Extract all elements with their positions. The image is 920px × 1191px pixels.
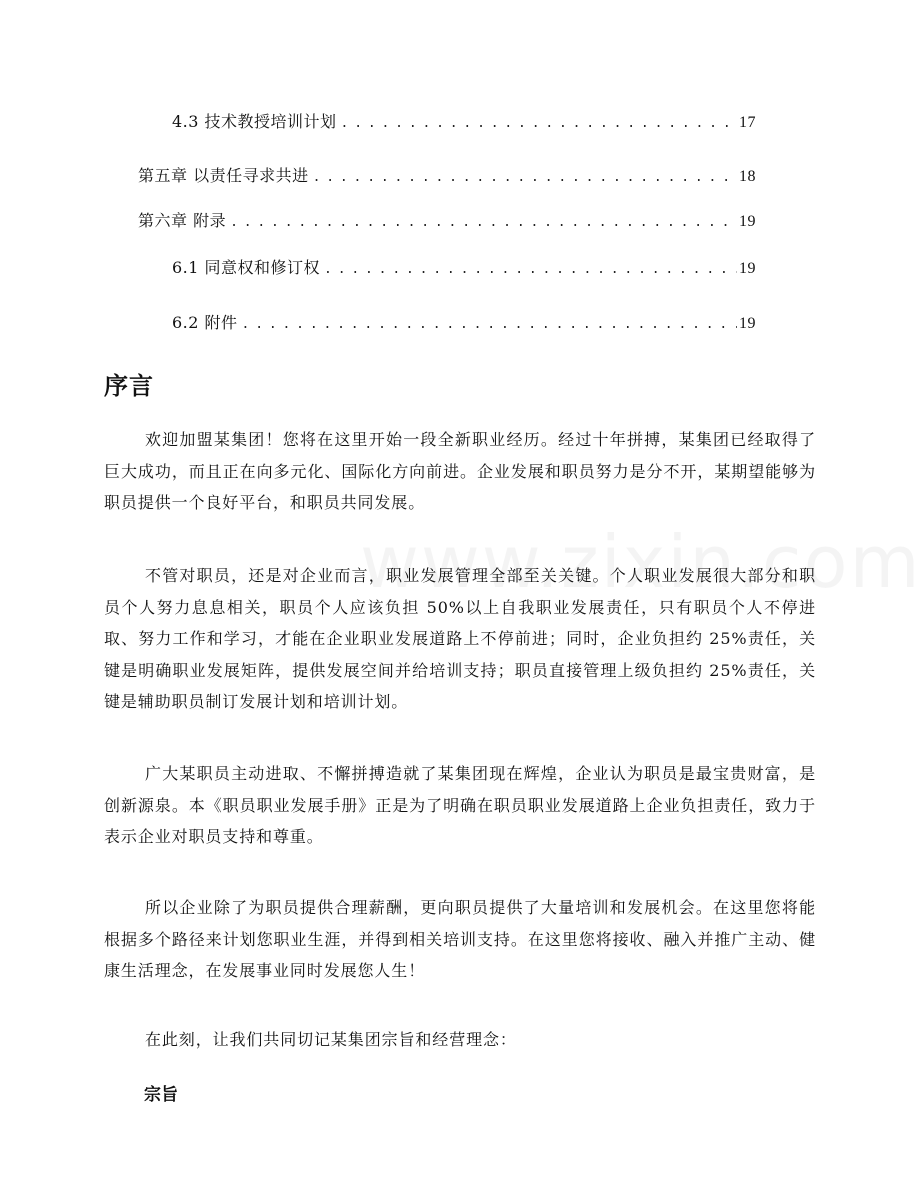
toc-leader	[230, 213, 737, 233]
toc-leader	[313, 168, 737, 188]
toc-entry-page: 19	[739, 213, 756, 230]
toc-entry[interactable]	[138, 211, 756, 231]
toc-leader	[341, 114, 737, 134]
toc-entry-title: 4.3 技术教授培训计划	[172, 112, 337, 131]
toc-entry-page: 19	[739, 260, 756, 277]
toc-entry[interactable]	[172, 313, 756, 333]
toc-entry-page: 17	[739, 114, 756, 131]
paragraph: 广大某职员主动进取、不懈拼搏造就了某集团现在辉煌，企业认为职员是最宝贵财富，是创新源泉。本《职员职业发展手册》正是为了明确在职员职业发展道路上企业负担责任，致力于表示企业对职员支持和尊重。	[104, 764, 816, 846]
toc-entry[interactable]	[172, 112, 756, 132]
paragraph: 在此刻，让我们共同切记某集团宗旨和经营理念：	[145, 1030, 517, 1049]
paragraph: 欢迎加盟某集团！您将在这里开始一段全新职业经历。经过十年拼搏，某集团已经取得了巨大成功，而且正在向多元化、国际化方向前进。企业发展和职员努力是分不开，某期望能够为职员提供一个良好平台，和职员共同发展。	[104, 430, 816, 512]
section-heading: 序言	[104, 372, 154, 400]
toc-leader	[242, 315, 737, 335]
toc-entry-page: 19	[739, 315, 756, 332]
toc-entry-page: 18	[739, 168, 756, 185]
paragraph: 所以企业除了为职员提供合理薪酬，更向职员提供了大量培训和发展机会。在这里您将能根据多个路径来计划您职业生涯，并得到相关培训支持。在这里您将接收、融入并推广主动、健康生活理念，在发展事业同时发展您人生！	[104, 898, 816, 980]
toc-entry-title: 6.2 附件	[172, 313, 238, 332]
toc-entry-title: 第六章 附录	[138, 211, 227, 230]
toc-entry-title: 6.1 同意权和修订权	[172, 258, 321, 277]
toc-entry[interactable]	[138, 166, 756, 186]
toc-entry[interactable]	[172, 258, 756, 278]
subheading: 宗旨	[144, 1085, 178, 1105]
toc-entry-title: 第五章 以责任寻求共进	[138, 166, 309, 185]
toc-leader	[324, 260, 737, 280]
paragraph: 不管对职员，还是对企业而言，职业发展管理全部至关关键。个人职业发展很大部分和职员个人努力息息相关，职员个人应该负担 50%以上自我职业发展责任，只有职员个人不停进取、努力工作和学习，才能在企业职业发展道路上不停前进；同时，企业负担约 25%责任，关键是明确职业发展矩阵，提供发展空间并给培训支持；职员直接管理上级负担约 25%责任，关键是辅助职员制订发展计划和培训计划。	[104, 566, 816, 711]
